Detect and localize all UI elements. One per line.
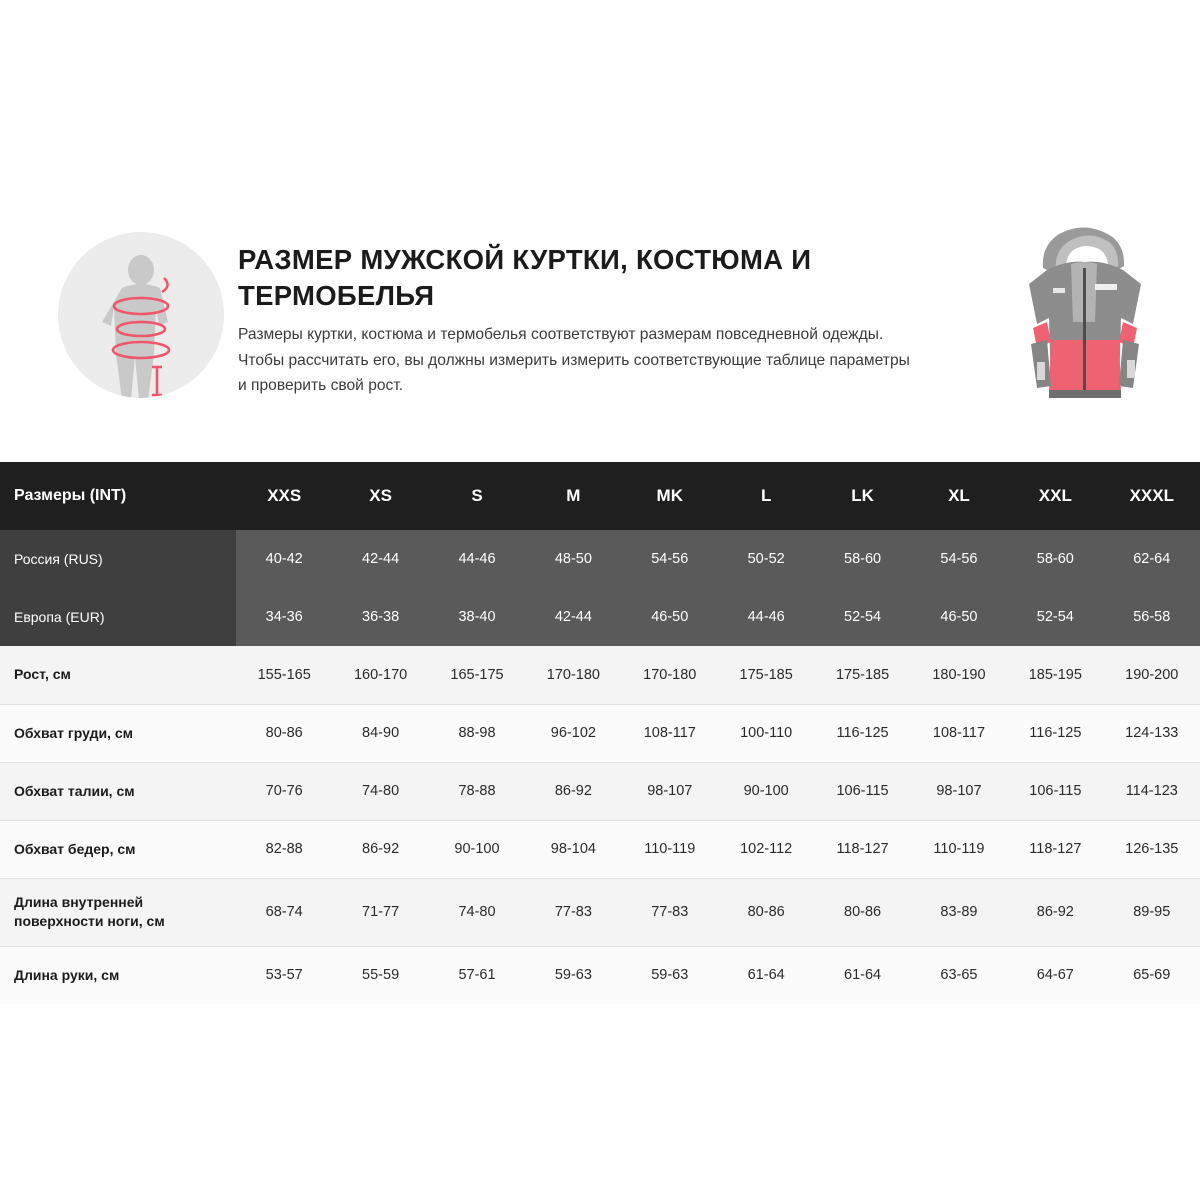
- table-cell: 88-98: [429, 704, 525, 762]
- table-cell: 170-180: [525, 646, 621, 704]
- table-cell: 110-119: [911, 820, 1007, 878]
- table-cell: 42-44: [332, 530, 428, 588]
- row-label: Рост, см: [0, 646, 236, 704]
- table-cell: 54-56: [911, 530, 1007, 588]
- table-cell: 61-64: [718, 946, 814, 1004]
- table-cell: 44-46: [718, 588, 814, 646]
- table-cell: 86-92: [332, 820, 428, 878]
- table-cell: 48-50: [525, 530, 621, 588]
- table-cell: 114-123: [1104, 762, 1200, 820]
- table-cell: 110-119: [622, 820, 718, 878]
- row-label: Обхват бедер, см: [0, 820, 236, 878]
- table-cell: 96-102: [525, 704, 621, 762]
- table-row: [0, 820, 1200, 878]
- table-cell: 53-57: [236, 946, 332, 1004]
- table-row: [0, 762, 1200, 820]
- table-cell: 175-185: [718, 646, 814, 704]
- table-cell: 80-86: [814, 878, 910, 946]
- table-cell: 52-54: [1007, 588, 1103, 646]
- table-cell: 61-64: [814, 946, 910, 1004]
- table-cell: 40-42: [236, 530, 332, 588]
- table-cell: 106-115: [1007, 762, 1103, 820]
- table-row: [0, 704, 1200, 762]
- table-cell: 77-83: [525, 878, 621, 946]
- table-cell: 118-127: [814, 820, 910, 878]
- column-header-xxxl: XXXL: [1104, 462, 1200, 530]
- table-cell: 160-170: [332, 646, 428, 704]
- table-cell: 68-74: [236, 878, 332, 946]
- table-cell: 124-133: [1104, 704, 1200, 762]
- table-cell: 83-89: [911, 878, 1007, 946]
- table-cell: 57-61: [429, 946, 525, 1004]
- table-cell: 86-92: [1007, 878, 1103, 946]
- table-cell: 58-60: [814, 530, 910, 588]
- table-cell: 82-88: [236, 820, 332, 878]
- table-cell: 59-63: [525, 946, 621, 1004]
- table-cell: 80-86: [718, 878, 814, 946]
- table-cell: 90-100: [429, 820, 525, 878]
- intro-text: Размеры куртки, костюма и термобелья соответствуют размерам повседневной одежды. Чтобы рассчитать его, вы должны измерить измерить соответствующие таблице параметры и проверить свой рост.: [238, 326, 910, 395]
- table-cell: 102-112: [718, 820, 814, 878]
- table-cell: 56-58: [1104, 588, 1200, 646]
- table-cell: 58-60: [1007, 530, 1103, 588]
- column-header-mk: MK: [622, 462, 718, 530]
- table-cell: 116-125: [1007, 704, 1103, 762]
- table-row: [0, 946, 1200, 1004]
- table-cell: 90-100: [718, 762, 814, 820]
- table-cell: 44-46: [429, 530, 525, 588]
- column-header-m: M: [525, 462, 621, 530]
- table-cell: 80-86: [236, 704, 332, 762]
- table-cell: 64-67: [1007, 946, 1103, 1004]
- column-header-l: L: [718, 462, 814, 530]
- table-cell: 52-54: [814, 588, 910, 646]
- table-cell: 46-50: [622, 588, 718, 646]
- table-cell: 55-59: [332, 946, 428, 1004]
- row-label: Россия (RUS): [0, 530, 236, 588]
- table-cell: 116-125: [814, 704, 910, 762]
- table-cell: 190-200: [1104, 646, 1200, 704]
- table-cell: 34-36: [236, 588, 332, 646]
- table-cell: 126-135: [1104, 820, 1200, 878]
- table-cell: 70-76: [236, 762, 332, 820]
- table-cell: 63-65: [911, 946, 1007, 1004]
- table-header-row: [0, 462, 1200, 530]
- size-table: [0, 462, 1200, 1004]
- table-row: [0, 588, 1200, 646]
- table-cell: 106-115: [814, 762, 910, 820]
- table-cell: 98-107: [622, 762, 718, 820]
- table-cell: 38-40: [429, 588, 525, 646]
- table-corner-label: Размеры (INT): [0, 462, 236, 530]
- table-cell: 65-69: [1104, 946, 1200, 1004]
- page-title: РАЗМЕР МУЖСКОЙ КУРТКИ, КОСТЮМА И ТЕРМОБЕЛЬЯ: [238, 244, 812, 312]
- table-cell: 180-190: [911, 646, 1007, 704]
- row-label: Обхват талии, см: [0, 762, 236, 820]
- table-cell: 50-52: [718, 530, 814, 588]
- row-label: Длина руки, см: [0, 946, 236, 1004]
- table-cell: 59-63: [622, 946, 718, 1004]
- column-header-xs: XS: [332, 462, 428, 530]
- table-cell: 62-64: [1104, 530, 1200, 588]
- table-cell: 84-90: [332, 704, 428, 762]
- row-label: Европа (EUR): [0, 588, 236, 646]
- table-row: [0, 646, 1200, 704]
- table-cell: 170-180: [622, 646, 718, 704]
- table-cell: 175-185: [814, 646, 910, 704]
- column-header-xl: XL: [911, 462, 1007, 530]
- table-row: [0, 878, 1200, 946]
- table-cell: 46-50: [911, 588, 1007, 646]
- table-cell: 86-92: [525, 762, 621, 820]
- table-cell: 89-95: [1104, 878, 1200, 946]
- table-cell: 155-165: [236, 646, 332, 704]
- table-cell: 108-117: [911, 704, 1007, 762]
- body-measure-icon: [58, 232, 224, 398]
- header-section: [0, 210, 1200, 460]
- table-cell: 71-77: [332, 878, 428, 946]
- table-cell: 77-83: [622, 878, 718, 946]
- column-header-lk: LK: [814, 462, 910, 530]
- jacket-illustration: [987, 222, 1182, 472]
- table-cell: 165-175: [429, 646, 525, 704]
- table-cell: 118-127: [1007, 820, 1103, 878]
- table-cell: 74-80: [332, 762, 428, 820]
- table-cell: 74-80: [429, 878, 525, 946]
- table-cell: 98-107: [911, 762, 1007, 820]
- table-cell: 36-38: [332, 588, 428, 646]
- table-cell: 98-104: [525, 820, 621, 878]
- column-header-xxs: XXS: [236, 462, 332, 530]
- table-cell: 78-88: [429, 762, 525, 820]
- table-cell: 108-117: [622, 704, 718, 762]
- column-header-xxl: XXL: [1007, 462, 1103, 530]
- table-cell: 54-56: [622, 530, 718, 588]
- table-cell: 100-110: [718, 704, 814, 762]
- column-header-s: S: [429, 462, 525, 530]
- row-label: Обхват груди, см: [0, 704, 236, 762]
- table-cell: 185-195: [1007, 646, 1103, 704]
- table-row: [0, 530, 1200, 588]
- row-label: Длина внутренней поверхности ноги, см: [0, 878, 236, 946]
- table-cell: 42-44: [525, 588, 621, 646]
